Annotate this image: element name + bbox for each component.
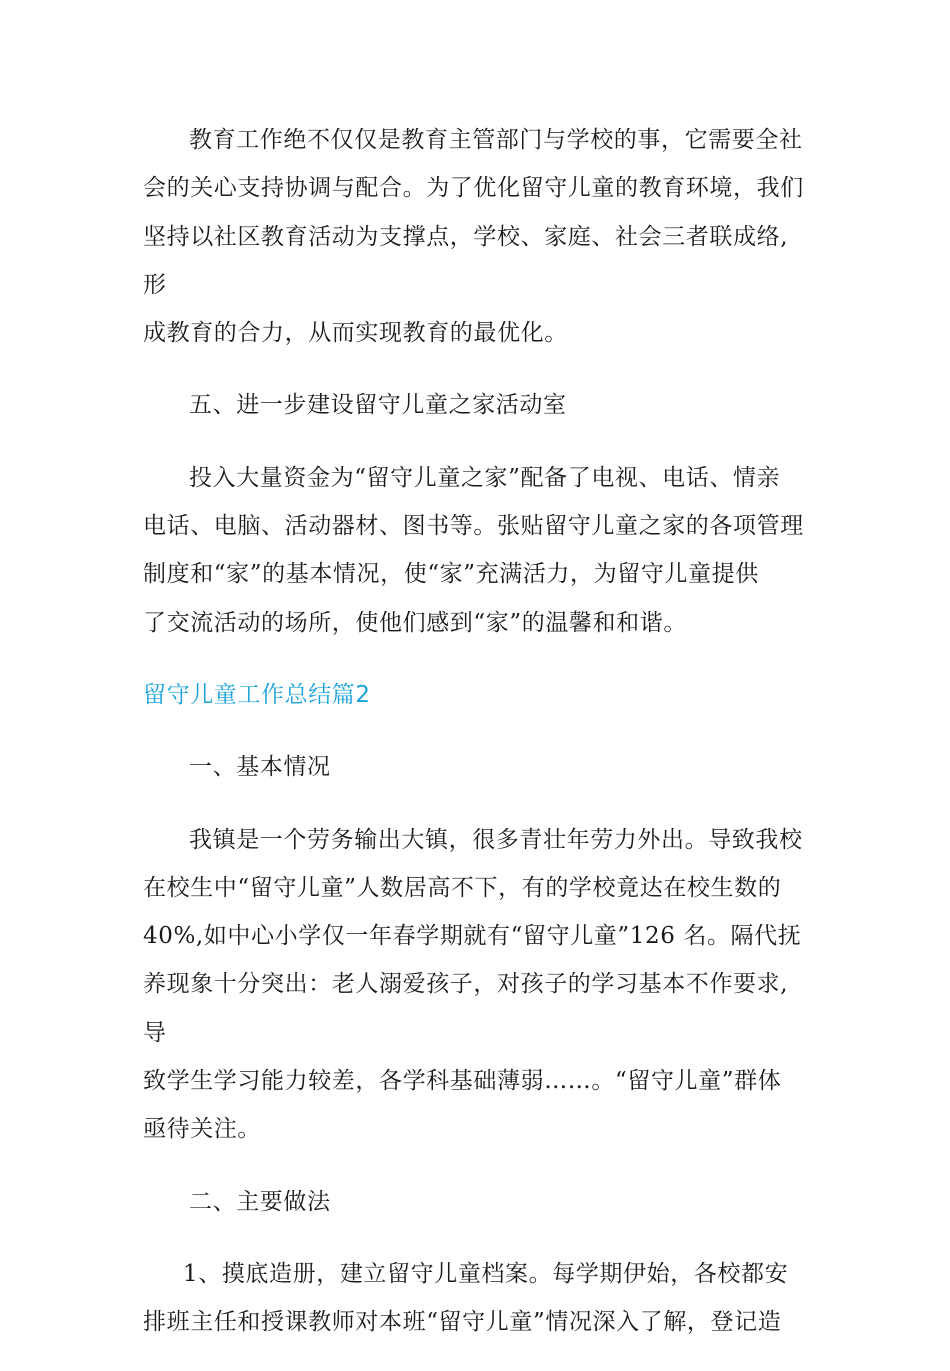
section-title: 留守儿童工作总结篇2 xyxy=(143,681,371,708)
text-line: 致学生学习能力较差，各学科基础薄弱……。“留守儿童”群体 xyxy=(143,1068,782,1095)
text-line: 教育工作绝不仅仅是教育主管部门与学校的事，它需要全社 xyxy=(189,127,803,153)
paragraph-activity-room xyxy=(143,454,811,647)
paragraph-basic-situation xyxy=(143,816,811,1154)
text-line: 1、摸底造册，建立留守儿童档案。每学期伊始，各校都安 xyxy=(183,1260,789,1287)
heading-five: 五、进一步建设留守儿童之家活动室 xyxy=(189,392,567,419)
heading-main-practices: 二、主要做法 xyxy=(189,1188,331,1215)
text-line: 排班主任和授课教师对本班“留守儿童”情况深入了解，登记造 xyxy=(143,1309,782,1336)
heading-basic-situation: 一、基本情况 xyxy=(189,754,331,781)
text-line: 亟待关注。 xyxy=(143,1116,261,1143)
paragraph-community-education xyxy=(143,116,811,357)
document-body xyxy=(143,116,811,1371)
text-line: 我镇是一个劳务输出大镇，很多青壮年劳力外出。导致我校 xyxy=(189,826,803,853)
text-line: 投入大量资金为“留守儿童之家”配备了电视、电话、情亲 xyxy=(189,464,781,491)
text-line: 成教育的合力，从而实现教育的最优化。 xyxy=(143,320,568,347)
paragraph-main-practices xyxy=(143,1250,811,1347)
text-line: 养现象十分突出：老人溺爱孩子，对孩子的学习基本不作要求,导 xyxy=(143,971,789,1046)
text-line: 在校生中“留守儿童”人数居高不下，有的学校竟达在校生数的 xyxy=(143,874,782,901)
text-line: 了交流活动的场所，使他们感到“家”的温馨和和谐。 xyxy=(143,609,687,636)
text-line: 会的关心支持协调与配合。为了优化留守儿童的教育环境，我们 xyxy=(143,175,804,202)
text-line: 40%,如中心小学仅一年春学期就有“留守儿童”126 名。隔代抚 xyxy=(143,923,802,950)
text-line: 电话、电脑、活动器材、图书等。张贴留守儿童之家的各项管理 xyxy=(143,513,804,540)
text-line: 制度和“家”的基本情况，使“家”充满活力，为留守儿童提供 xyxy=(143,561,759,588)
text-line: 坚持以社区教育活动为支撑点，学校、家庭、社会三者联成络,形 xyxy=(143,223,789,298)
